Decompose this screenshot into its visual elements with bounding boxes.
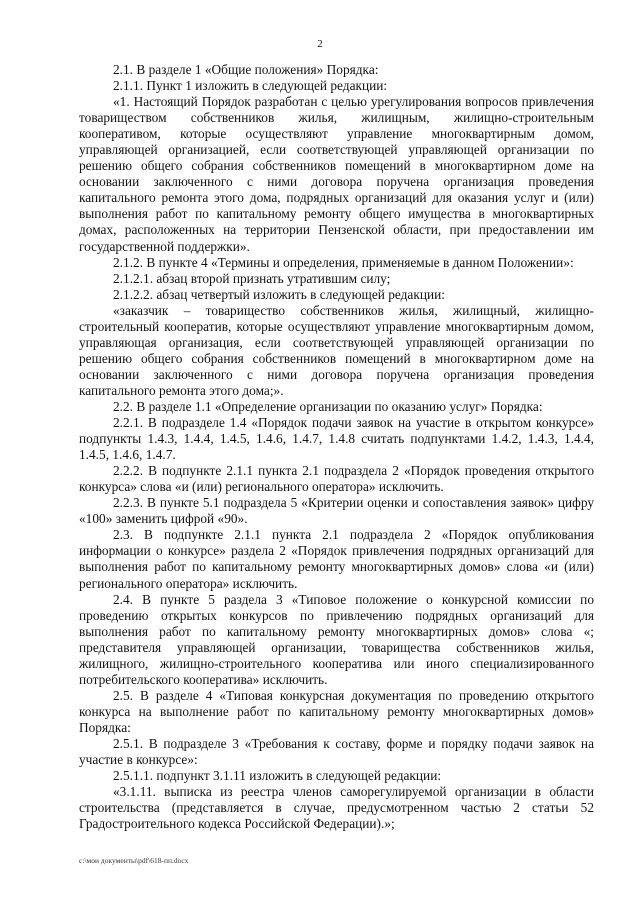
- paragraph-2-5-1: 2.5.1. В подразделе 3 «Требования к составу, форме и порядку подачи заявок на участие в конкурсе»:: [79, 735, 594, 768]
- paragraph-quote-3-1-11: «3.1.11. выписка из реестра членов саморегулируемой организации в области строительства (представляется в случае, предусмотренном частью 2 статьи 52 Градостроительного кодекса Российской Федерации).»;: [79, 784, 594, 832]
- paragraph-2-1-2: 2.1.2. В пункте 4 «Термины и определения, применяемые в данном Положении»:: [113, 254, 574, 270]
- paragraph-2-2-1: 2.2.1. В подразделе 1.4 «Порядок подачи заявок на участие в открытом конкурсе» подпункты 1.4.3, 1.4.4, 1.4.5, 1.4.6, 1.4.7, 1.4.8 считать подпунктами 1.4.2, 1.4.3, 1.4.4, 1.4.5, 1.4.6, 1.4.7.: [79, 415, 594, 463]
- paragraph-2-1-2-2: 2.1.2.2. абзац четвертый изложить в следующей редакции:: [113, 286, 445, 302]
- paragraph-2-2: 2.2. В разделе 1.1 «Определение организации по оказанию услуг» Порядка:: [113, 398, 543, 414]
- document-body: [79, 62, 594, 832]
- paragraph-2-3: 2.3. В подпункте 2.1.1 пункта 2.1 подраздела 2 «Порядок опубликования информации о конкурсе» раздела 2 «Порядок привлечения подрядных организаций для выполнения работ по капитальному ремонту многоквартирных домов» слова «и (или) регионального оператора» исключить.: [79, 527, 594, 591]
- footer-file-path: c:\мои документы\pdf\618-пп.docx: [79, 856, 189, 865]
- paragraph-quote-1: «1. Настоящий Порядок разработан с целью урегулирования вопросов привлечения товариществом собственников жилья, жилищным, жилищно-строительным кооперативом, которые осуществляют управление многоквартирным домом, управляющей организацией, если соответствующей управляющей организации по решению общего собрания собственников помещений в многоквартирном доме на основании заключенного с ними договора поручена организация проведения капитального ремонта этого дома, подрядных организаций для оказания услуг и (или) выполнения работ по капитальному ремонту общего имущества в многоквартирных домах, расположенных на территории Пензенской области, при предоставлении им государственной поддержки».: [79, 94, 594, 254]
- paragraph-2-2-2: 2.2.2. В подпункте 2.1.1 пункта 2.1 подраздела 2 «Порядок проведения открытого конкурса» слова «и (или) регионального оператора» исключить.: [79, 463, 594, 495]
- paragraph-2-1-1: 2.1.1. Пункт 1 изложить в следующей редакции:: [113, 78, 388, 94]
- paragraph-quote-customer: «заказчик – товарищество собственников жилья, жилищный, жилищно-строительный кооператив, которые осуществляют управление многоквартирным домом, управляющая организация, если соответствующей управляющей организации по решению общего собрания собственников помещений в многоквартирном доме на основании заключенного с ними договора поручена организация проведения капитального ремонта этого дома;».: [79, 302, 594, 398]
- page-number: 2: [317, 38, 323, 50]
- paragraph-2-5: 2.5. В разделе 4 «Типовая конкурсная документация по проведению открытого конкурса на выполнение работ по капитальному ремонту многоквартирных домов» Порядка:: [79, 687, 594, 735]
- paragraph-2-2-3: 2.2.3. В пункте 5.1 подраздела 5 «Критерии оценки и сопоставления заявок» цифру «100» заменить цифрой «90».: [79, 495, 594, 527]
- paragraph-2-4: 2.4. В пункте 5 раздела 3 «Типовое положение о конкурсной комиссии по проведению открытых конкурсов по привлечению подрядных организаций для выполнения работ по капитальному ремонту многоквартирных домов» слова «; представителя управляющей организации, товарищества собственников жилья, жилищного, жилищно-строительного кооператива или иного специализированного потребительского кооператива» исключить.: [79, 591, 594, 687]
- paragraph-2-5-1-1: 2.5.1.1. подпункт 3.1.11 изложить в следующей редакции:: [113, 768, 442, 784]
- paragraph-2-1: 2.1. В разделе 1 «Общие положения» Порядка:: [113, 62, 379, 77]
- paragraph-2-1-2-1: 2.1.2.1. абзац второй признать утратившим силу;: [113, 270, 391, 286]
